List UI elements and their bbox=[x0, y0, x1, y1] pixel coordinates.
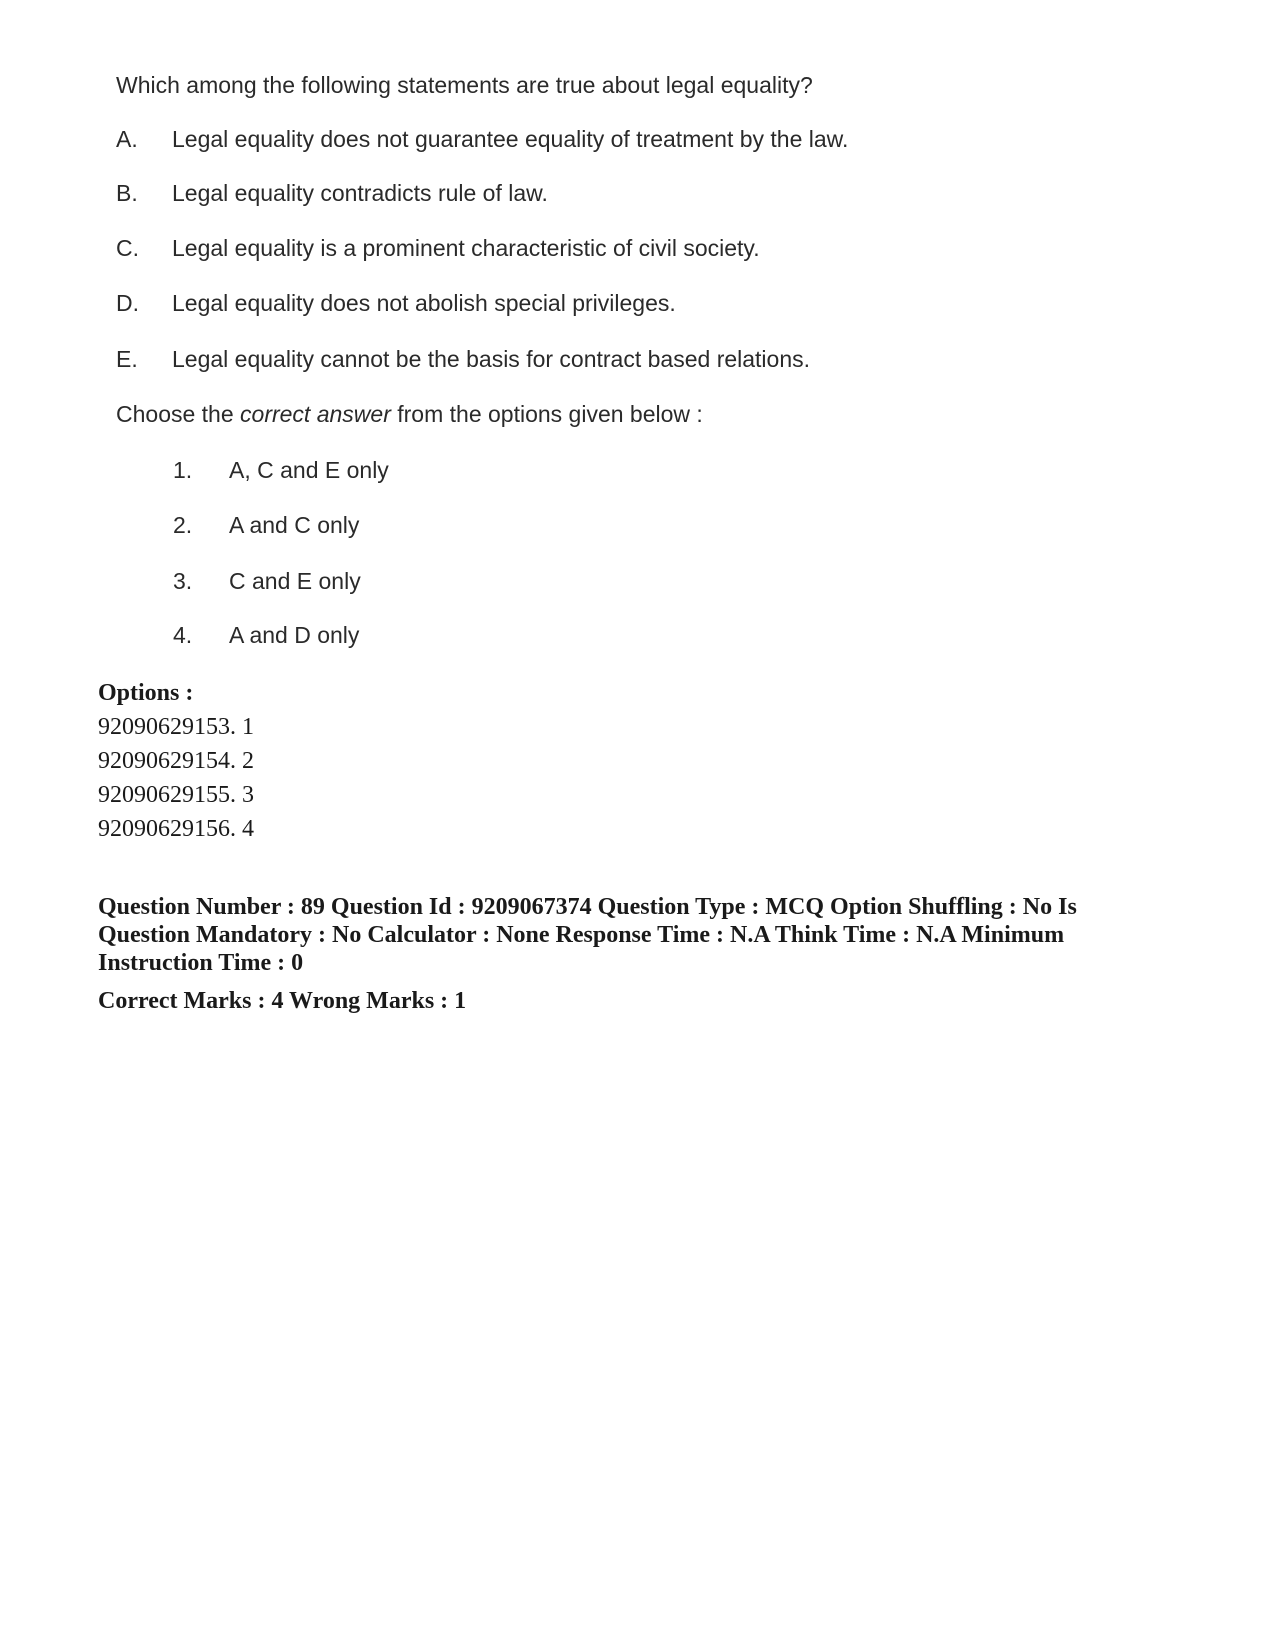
statement-text: Legal equality contradicts rule of law. bbox=[172, 180, 548, 206]
choice-text: C and E only bbox=[229, 568, 361, 594]
statement-letter: D. bbox=[116, 290, 139, 316]
statement-text: Legal equality is a prominent characteristic of civil society. bbox=[172, 235, 760, 261]
statement-letter: A. bbox=[116, 126, 138, 152]
question-prompt: Which among the following statements are true about legal equality? bbox=[116, 72, 813, 98]
statement-c bbox=[116, 235, 760, 262]
option-id-2: 92090629154. 2 bbox=[98, 748, 254, 774]
choice-number: 1. bbox=[173, 457, 193, 483]
choice-1 bbox=[173, 457, 389, 484]
statement-text: Legal equality does not guarantee equality of treatment by the law. bbox=[172, 126, 849, 152]
statement-letter: E. bbox=[116, 346, 138, 372]
statement-b bbox=[116, 180, 548, 207]
statement-d bbox=[116, 290, 676, 317]
choice-number: 3. bbox=[173, 568, 193, 594]
choice-text: A and D only bbox=[229, 622, 360, 648]
statement-text: Legal equality does not abolish special privileges. bbox=[172, 290, 676, 316]
choice-number: 4. bbox=[173, 622, 193, 648]
option-id-1: 92090629153. 1 bbox=[98, 714, 254, 740]
choice-3 bbox=[173, 568, 361, 595]
option-id-3: 92090629155. 3 bbox=[98, 782, 254, 808]
choice-2 bbox=[173, 512, 359, 539]
question-info: Question Number : 89 Question Id : 9209067374 Question Type : MCQ Option Shuffling : No Is Question Mandatory : No Calculator : None Response Time : N.A Think Time : N.A Minimum Instruction Time : 0 bbox=[98, 894, 1077, 976]
options-heading: Options : bbox=[98, 680, 194, 706]
answer-instruction: Choose the correct answer from the options given below : bbox=[116, 401, 703, 427]
statement-e bbox=[116, 346, 810, 373]
marks-info: Correct Marks : 4 Wrong Marks : 1 bbox=[98, 988, 467, 1014]
choice-text: A, C and E only bbox=[229, 457, 389, 483]
statement-a bbox=[116, 126, 848, 153]
choice-text: A and C only bbox=[229, 512, 360, 538]
choice-4 bbox=[173, 622, 359, 649]
statement-letter: C. bbox=[116, 235, 139, 261]
option-id-4: 92090629156. 4 bbox=[98, 816, 254, 842]
statement-letter: B. bbox=[116, 180, 138, 206]
choice-number: 2. bbox=[173, 512, 193, 538]
statement-text: Legal equality cannot be the basis for contract based relations. bbox=[172, 346, 811, 372]
